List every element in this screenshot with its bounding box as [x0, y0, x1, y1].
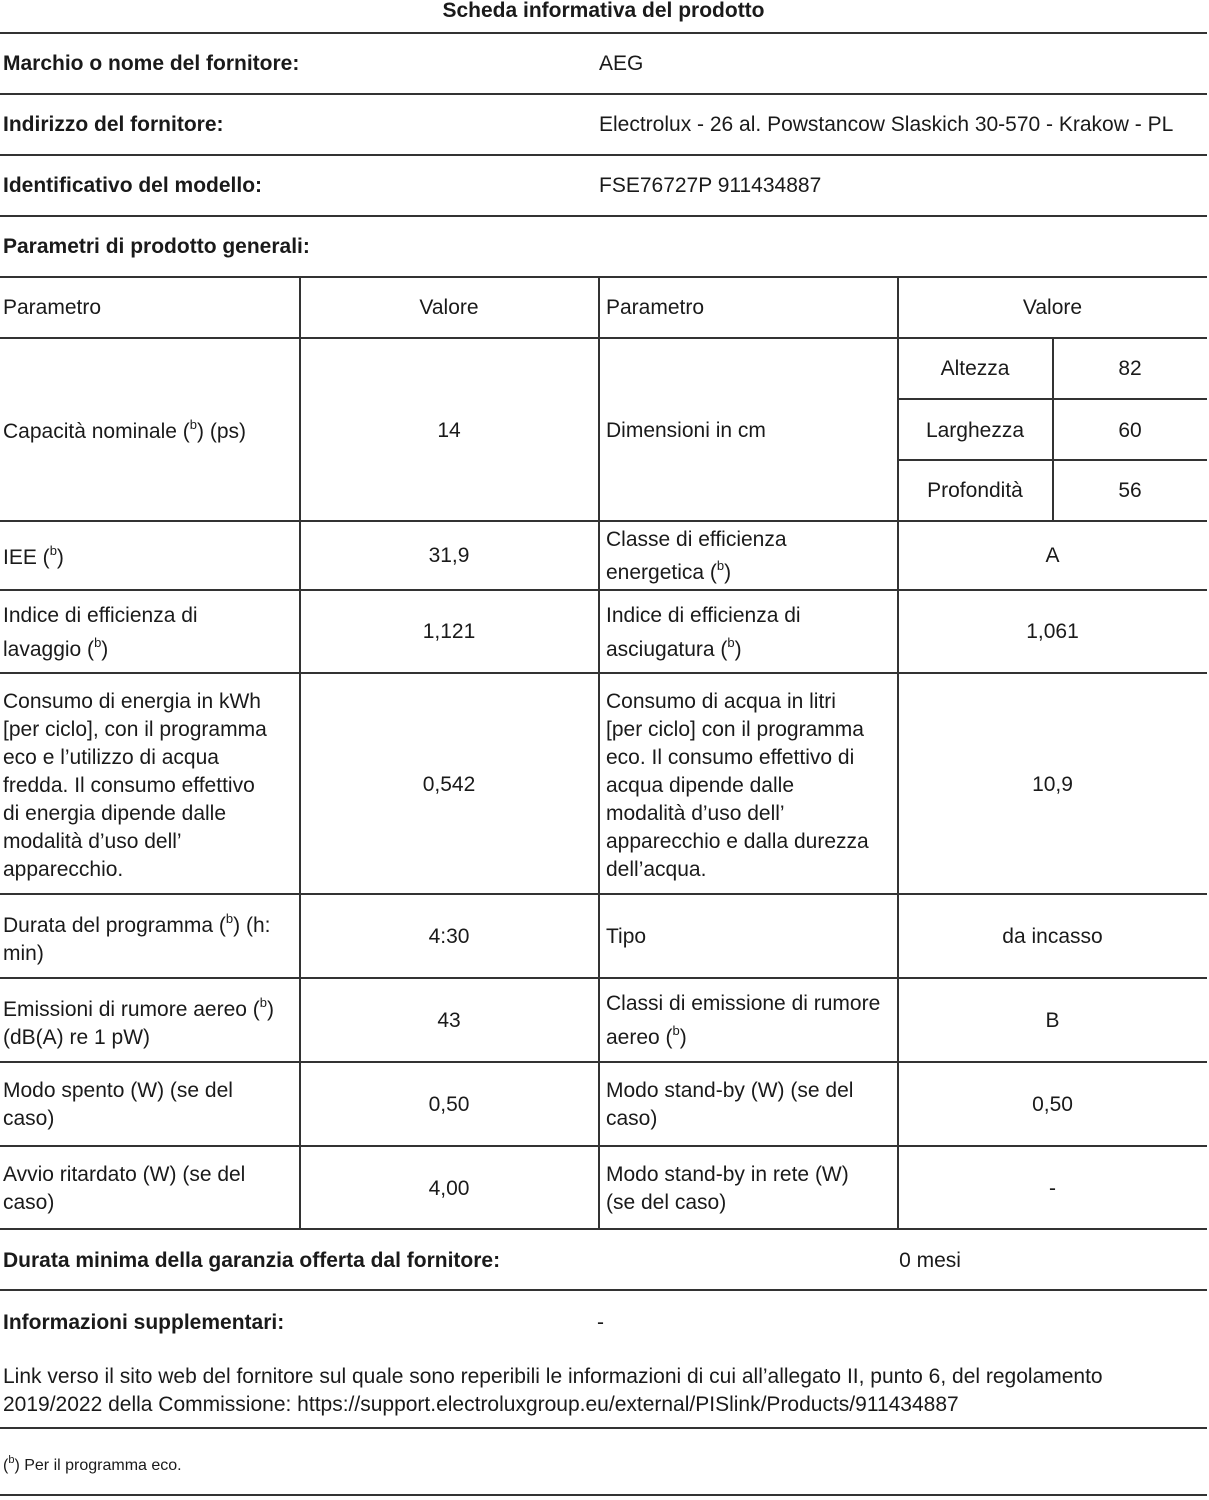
divider [0, 977, 1207, 979]
water-consumption-label: acqua dipende dalle [606, 774, 794, 797]
warranty-value: 0 mesi [899, 1249, 961, 1272]
model-label: Identificativo del modello: [3, 174, 263, 197]
type-value: da incasso [1002, 925, 1103, 948]
energy-consumption-label: Consumo di energia in kWh [3, 690, 261, 713]
model-value: FSE76727P 911434887 [599, 174, 822, 197]
energy-consumption-label: eco e l’utilizzo di acqua [3, 746, 219, 769]
divider [0, 1494, 1207, 1496]
brand-value: AEG [599, 52, 644, 75]
water-consumption-label: dell’acqua. [606, 858, 707, 881]
divider [0, 154, 1207, 156]
capacity-label: Capacità nominale ($^b$) (ps) [3, 417, 246, 443]
noise-label: Emissioni di rumore aereo ($^b$) [3, 995, 274, 1021]
divider [0, 1145, 1207, 1147]
col-header-param: Parametro [606, 296, 705, 319]
link-text: 2019/2022 della Commissione: https://support.electroluxgroup.eu/external/PISlink/Products/911434887 [3, 1393, 959, 1416]
off-mode-label: caso) [3, 1107, 55, 1130]
noise-class-label: Classi di emissione di rumore [606, 992, 881, 1015]
divider [0, 93, 1207, 95]
network-standby-label: (se del caso) [606, 1191, 727, 1214]
extra-info-value: - [597, 1311, 604, 1334]
height-value: 82 [1118, 357, 1142, 380]
capacity-value: 14 [437, 419, 461, 442]
divider [0, 589, 1207, 591]
duration-label: min) [3, 942, 44, 965]
divider [0, 1427, 1207, 1429]
water-consumption-value: 10,9 [1032, 773, 1073, 796]
page-title: Scheda informativa del prodotto [442, 0, 765, 22]
general-params-label: Parametri di prodotto generali: [3, 235, 310, 258]
depth-value: 56 [1118, 479, 1142, 502]
water-consumption-label: Consumo di acqua in litri [606, 690, 836, 713]
water-consumption-label: eco. Il consumo effettivo di [606, 746, 855, 769]
divider [0, 32, 1207, 34]
link-text: Link verso il sito web del fornitore sul quale sono reperibili le informazioni di cui all’allegato II, punto 6, del regolamento [3, 1365, 1103, 1388]
water-consumption-label: [per ciclo] con il programma [606, 718, 864, 741]
divider [0, 520, 1207, 522]
col-header-value: Valore [419, 296, 479, 319]
standby-label: caso) [606, 1107, 658, 1130]
energy-consumption-label: [per ciclo], con il programma [3, 718, 267, 741]
energy-class-label: Classe di efficienza [606, 528, 787, 551]
energy-class-label: energetica ($^b$) [606, 558, 732, 584]
dry-index-value: 1,061 [1026, 620, 1079, 643]
energy-consumption-value: 0,542 [422, 773, 476, 796]
divider [0, 1061, 1207, 1063]
warranty-label: Durata minima della garanzia offerta dal fornitore: [3, 1249, 501, 1272]
iee-value: 31,9 [428, 544, 470, 567]
energy-consumption-label: di energia dipende dalle [3, 802, 227, 825]
depth-label: Profondità [927, 479, 1023, 502]
divider [0, 893, 1207, 895]
network-standby-value: - [1049, 1177, 1056, 1200]
wash-index-label: Indice di efficienza di [3, 604, 198, 627]
duration-label: Durata del programma ($^b$) (h: [3, 911, 271, 937]
width-label: Larghezza [925, 419, 1025, 442]
duration-value: 4:30 [428, 925, 470, 948]
noise-class-value: B [1045, 1009, 1060, 1032]
dry-index-label: Indice di efficienza di [606, 604, 801, 627]
col-header-value: Valore [1022, 296, 1083, 319]
divider [0, 672, 1207, 674]
off-mode-label: Modo spento (W) (se del [3, 1079, 233, 1102]
energy-class-value: A [1045, 544, 1060, 567]
divider [0, 1228, 1207, 1230]
delay-start-label: Avvio ritardato (W) (se del [3, 1163, 246, 1186]
iee-label: IEE ($^b$) [3, 543, 64, 569]
water-consumption-label: modalità d’uso dell’ [606, 802, 785, 825]
extra-info-label: Informazioni supplementari: [3, 1311, 285, 1334]
address-value: Electrolux - 26 al. Powstancow Slaskich 30-570 - Krakow - PL [599, 113, 1174, 136]
brand-label: Marchio o nome del fornitore: [3, 52, 300, 75]
divider [0, 1289, 1207, 1291]
address-label: Indirizzo del fornitore: [3, 113, 224, 136]
height-label: Altezza [940, 357, 1010, 380]
standby-value: 0,50 [1032, 1093, 1073, 1116]
col-header-param: Parametro [3, 296, 102, 319]
noise-value: 43 [437, 1009, 461, 1032]
wash-index-label: lavaggio ($^b$) [3, 635, 109, 661]
type-label: Tipo [606, 925, 647, 948]
dry-index-label: asciugatura ($^b$) [606, 635, 742, 661]
energy-consumption-label: apparecchio. [3, 858, 124, 881]
dimensions-label: Dimensioni in cm [606, 419, 766, 442]
divider [0, 337, 1207, 339]
network-standby-label: Modo stand-by in rete (W) [606, 1163, 849, 1186]
divider [0, 276, 1207, 278]
divider [0, 215, 1207, 217]
wash-index-value: 1,121 [422, 620, 476, 643]
column-divider [598, 277, 600, 1229]
delay-start-value: 4,00 [428, 1177, 470, 1200]
water-consumption-label: apparecchio e dalla durezza [606, 830, 869, 853]
footnote: ($^b$) Per il programma eco. [3, 1454, 182, 1474]
noise-label: (dB(A) re 1 pW) [3, 1026, 151, 1049]
noise-class-label: aereo ($^b$) [606, 1023, 687, 1049]
standby-label: Modo stand-by (W) (se del [606, 1079, 854, 1102]
width-value: 60 [1118, 419, 1142, 442]
off-mode-value: 0,50 [428, 1093, 470, 1116]
delay-start-label: caso) [3, 1191, 55, 1214]
energy-consumption-label: fredda. Il consumo effettivo [3, 774, 255, 797]
energy-consumption-label: modalità d’uso dell’ [3, 830, 182, 853]
